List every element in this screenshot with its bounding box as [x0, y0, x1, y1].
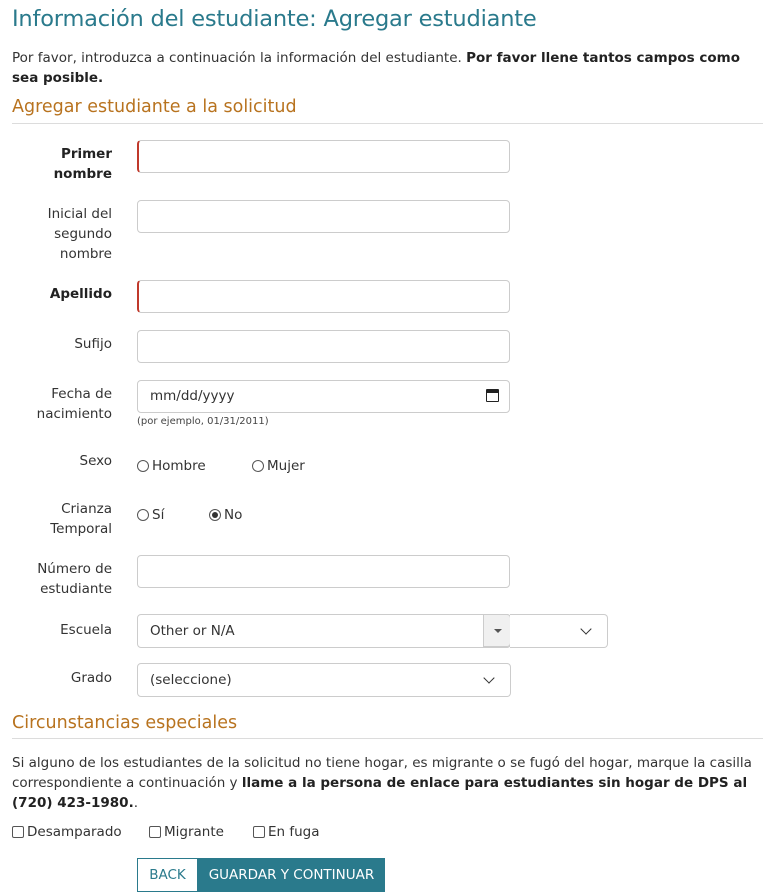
- intro-bold: Por favor llene tantos campos como sea posible.: [12, 50, 741, 86]
- suffix-label: Sufijo: [74, 336, 112, 352]
- grade-select[interactable]: [137, 663, 511, 697]
- school-secondary-select[interactable]: [510, 614, 608, 648]
- birthdate-label: Fecha de nacimiento: [36, 386, 112, 422]
- save-continue-button[interactable]: GUARDAR Y CONTINUAR: [198, 858, 385, 892]
- grade-label: Grado: [70, 670, 112, 686]
- last-name-input[interactable]: [137, 280, 510, 313]
- special-circumstances-note: [12, 753, 762, 813]
- radio-male-label: Hombre: [152, 458, 206, 474]
- middle-initial-input[interactable]: [137, 200, 510, 233]
- note-bold: llame a la persona de enlace para estudiantes sin hogar de DPS al (720) 423-1980.: [12, 775, 748, 811]
- student-number-label: Número de estudiante: [37, 561, 112, 597]
- birthdate-value: mm/dd/yyyy: [150, 388, 235, 404]
- section-title-special: Circunstancias especiales: [12, 713, 238, 733]
- first-name-label: Primer nombre: [53, 146, 112, 182]
- radio-female-label: Mujer: [267, 458, 305, 474]
- section-title-add: Agregar estudiante a la solicitud: [12, 97, 297, 117]
- school-combobox[interactable]: [137, 614, 511, 648]
- intro-text: [12, 48, 752, 88]
- chevron-down-icon: [483, 672, 494, 683]
- foster-label: Crianza Temporal: [50, 501, 112, 537]
- caret-down-icon: [494, 629, 502, 633]
- birthdate-input[interactable]: [137, 380, 510, 413]
- foster-option-no[interactable]: [209, 507, 242, 523]
- school-value: Other or N/A: [150, 623, 235, 639]
- radio-yes[interactable]: [137, 509, 149, 521]
- last-name-label: Apellido: [49, 286, 112, 302]
- radio-no[interactable]: [209, 509, 221, 521]
- checkbox-runaway-box[interactable]: [253, 826, 265, 838]
- calendar-icon[interactable]: [486, 389, 499, 402]
- checkbox-homeless-box[interactable]: [12, 826, 24, 838]
- radio-male[interactable]: [137, 460, 149, 472]
- foster-option-yes[interactable]: [137, 507, 164, 523]
- intro-plain: Por favor, introduzca a continuación la información del estudiante.: [12, 50, 467, 66]
- school-combobox-toggle[interactable]: [483, 614, 511, 647]
- checkbox-migrant[interactable]: [149, 824, 224, 840]
- checkbox-migrant-box[interactable]: [149, 826, 161, 838]
- sex-label: Sexo: [79, 453, 112, 469]
- divider: [12, 123, 763, 124]
- grade-value: (seleccione): [150, 672, 232, 688]
- radio-no-label: No: [224, 507, 243, 523]
- first-name-input[interactable]: [137, 140, 510, 173]
- radio-female[interactable]: [252, 460, 264, 472]
- sex-option-female[interactable]: [252, 458, 305, 474]
- middle-initial-label: Inicial del segundo nombre: [47, 206, 112, 262]
- suffix-input[interactable]: [137, 330, 510, 363]
- divider: [12, 738, 763, 739]
- checkbox-runaway-label: En fuga: [268, 824, 320, 840]
- note-end: .: [133, 795, 139, 811]
- checkbox-homeless[interactable]: [12, 824, 122, 840]
- page-title: Información del estudiante: Agregar estudiante: [12, 6, 537, 32]
- checkbox-runaway[interactable]: [253, 824, 320, 840]
- note-plain: Si alguno de los estudiantes de la solicitud no tiene hogar, es migrante o se fugó del hogar, marque la casilla correspondiente a continuación y: [12, 755, 752, 791]
- birthdate-hint: (por ejemplo, 01/31/2011): [137, 416, 269, 427]
- checkbox-homeless-label: Desamparado: [27, 824, 122, 840]
- back-button[interactable]: BACK: [137, 858, 198, 892]
- student-number-input[interactable]: [137, 555, 510, 588]
- sex-option-male[interactable]: [137, 458, 206, 474]
- chevron-down-icon: [580, 623, 591, 634]
- school-label: Escuela: [60, 622, 112, 638]
- checkbox-migrant-label: Migrante: [164, 824, 224, 840]
- radio-yes-label: Sí: [152, 507, 165, 523]
